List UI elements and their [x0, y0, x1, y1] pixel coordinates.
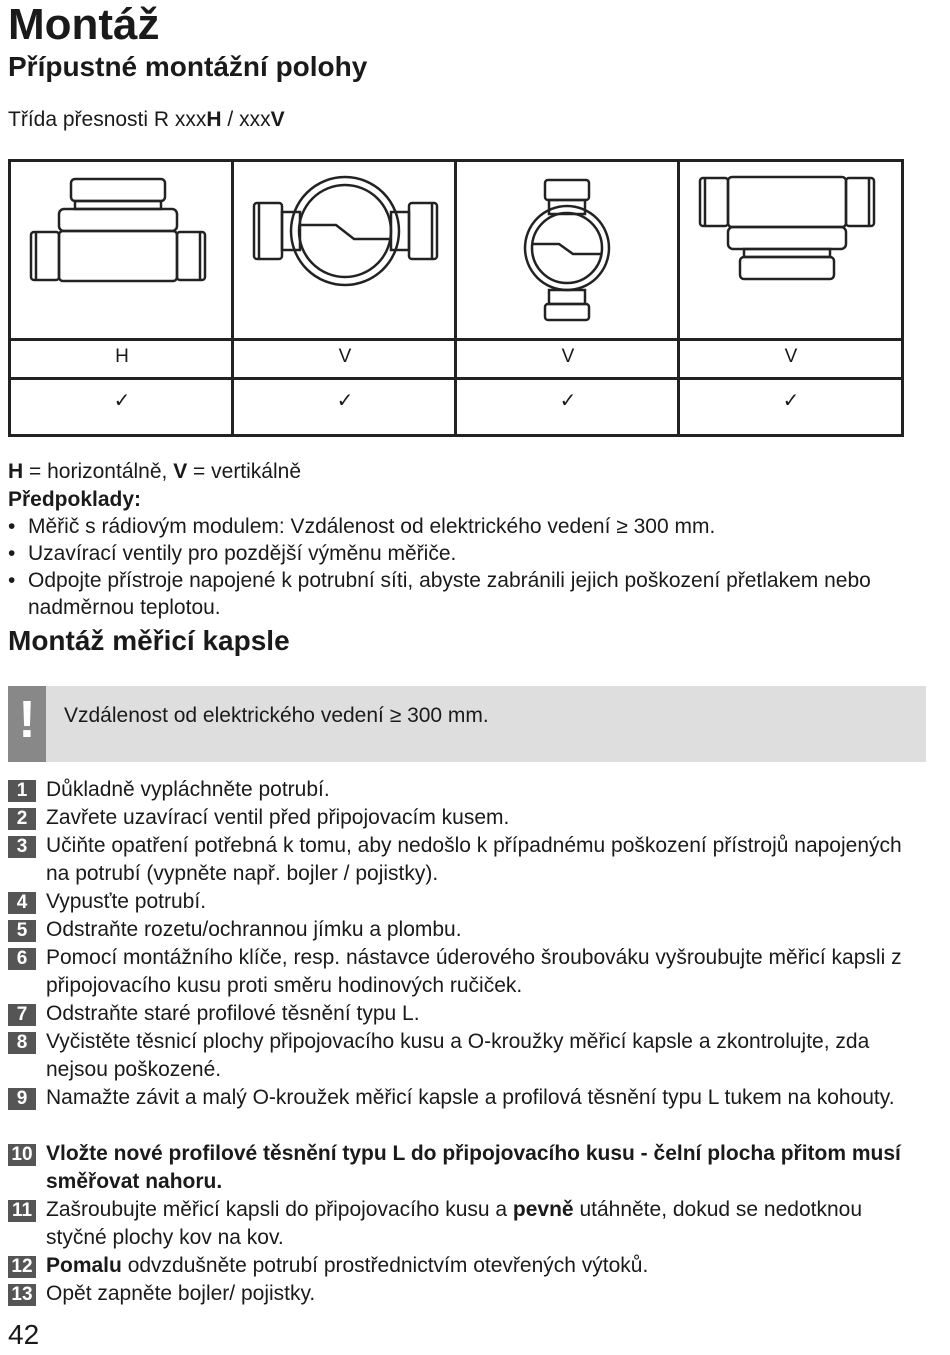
accuracy-v: V [270, 108, 285, 131]
legend-v: V [173, 460, 188, 483]
step-number: 1 [8, 780, 36, 802]
table-divider [11, 338, 901, 341]
page-number: 42 [8, 1319, 40, 1350]
step-5 [8, 916, 928, 944]
accuracy-sep: / xxx [221, 108, 271, 131]
exclamation-icon: ! [18, 691, 36, 749]
step-9 [8, 1084, 928, 1112]
accuracy-class [8, 106, 285, 134]
legend [8, 458, 301, 486]
step-number: 6 [8, 948, 36, 970]
step-6 [8, 944, 928, 1000]
legend-h: H [8, 460, 24, 483]
step-10 [8, 1140, 928, 1196]
section-heading-capsule: Montáž měřicí kapsle [8, 625, 290, 656]
check-icon: ✓ [782, 388, 800, 412]
check-icon: ✓ [113, 388, 131, 412]
step-text: Zavřete uzavírací ventil před připojovacím kusem. [46, 806, 510, 829]
list-item: • Odpojte přístroje napojené k potrubní síti, abyste zabránili jejich poškození přetlakem nebo nadměrnou teplotou. [8, 569, 871, 619]
step-text: Pomalu odvzdušněte potrubí prostřednictvím otevřených výtoků. [46, 1254, 649, 1277]
meter-inverted-icon [680, 162, 901, 338]
meter-vertical-dial-icon [234, 162, 457, 338]
bullet-icon: • [8, 542, 16, 565]
step-text: Učiňte opatření potřebná k tomu, aby nedošlo k případnému poškození přístrojů napojených na potrubí (vypněte např. bojler / pojistky). [46, 834, 902, 885]
step-2 [8, 804, 928, 832]
step-text: Vložte nové profilové těsnění typu L do připojovacího kusu - čelní plocha přitom musí směřovat nahoru. [46, 1142, 901, 1193]
bullet-icon: • [8, 569, 16, 592]
step-number: 8 [8, 1032, 36, 1054]
step-number: 4 [8, 892, 36, 914]
step-number: 9 [8, 1088, 36, 1110]
position-label-1: H [115, 346, 129, 367]
table-divider [11, 377, 901, 380]
step-text: Zašroubujte měřicí kapsli do připojovacího kusu a pevně utáhněte, dokud se nedotknou styčné plochy kov na kov. [46, 1198, 863, 1249]
legend-v-text: = vertikálně [187, 460, 302, 483]
position-label-2: V [338, 346, 352, 367]
position-label-3: V [561, 346, 575, 367]
step-number: 10 [8, 1144, 36, 1166]
step-number: 7 [8, 1004, 36, 1026]
section-heading-positions: Přípustné montážní polohy [8, 51, 368, 82]
step-4 [8, 888, 928, 916]
step-text: Namažte závit a malý O-kroužek měřicí kapsle a profilová těsnění typu L tukem na kohouty. [46, 1086, 895, 1109]
step-12 [8, 1252, 928, 1280]
legend-h-text: = horizontálně, [23, 460, 174, 483]
step-number: 11 [8, 1200, 36, 1222]
step-text: Důkladně vypláchněte potrubí. [46, 778, 330, 801]
requirements-heading: Předpoklady: [8, 488, 142, 511]
step-3 [8, 832, 928, 888]
accuracy-h: H [206, 108, 222, 131]
step-text: Odstraňte staré profilové těsnění typu L. [46, 1002, 420, 1025]
mounting-positions-table [8, 159, 904, 437]
step-text: Pomocí montážního klíče, resp. nástavce úderového šroubováku vyšroubujte měřicí kapsli z připojovacího kusu proti směru hodinových ručiček. [46, 946, 902, 997]
step-1 [8, 776, 928, 804]
step-text: Vypusťte potrubí. [46, 890, 207, 913]
list-item: • Měřič s rádiovým modulem: Vzdálenost od elektrického vedení ≥ 300 mm. [8, 515, 716, 538]
step-number: 13 [8, 1284, 36, 1306]
step-number: 2 [8, 808, 36, 830]
check-icon: ✓ [336, 388, 354, 412]
position-label-4: V [784, 346, 798, 367]
step-13 [8, 1280, 928, 1308]
meter-horizontal-icon [11, 162, 234, 338]
accuracy-prefix: Třída přesnosti R xxx [8, 108, 207, 131]
step-number: 12 [8, 1256, 36, 1278]
warning-box [8, 686, 926, 762]
check-icon: ✓ [559, 388, 577, 412]
step-number: 3 [8, 836, 36, 858]
list-item: • Uzavírací ventily pro pozdější výměnu měřiče. [8, 542, 457, 565]
meter-vertical-pipe-icon [457, 162, 680, 338]
page-title: Montáž [8, 0, 160, 49]
step-8 [8, 1028, 928, 1084]
step-7 [8, 1000, 928, 1028]
warning-text: Vzdálenost od elektrického vedení ≥ 300 mm. [64, 704, 489, 727]
step-number: 5 [8, 920, 36, 942]
step-text: Vyčistěte těsnicí plochy připojovacího kusu a O-kroužky měřicí kapsle a zkontrolujte, zda nejsou poškozené. [46, 1030, 870, 1081]
bullet-icon: • [8, 515, 16, 538]
step-11 [8, 1196, 928, 1252]
step-text: Odstraňte rozetu/ochrannou jímku a plombu. [46, 918, 462, 941]
step-text: Opět zapněte bojler/ pojistky. [46, 1282, 316, 1305]
